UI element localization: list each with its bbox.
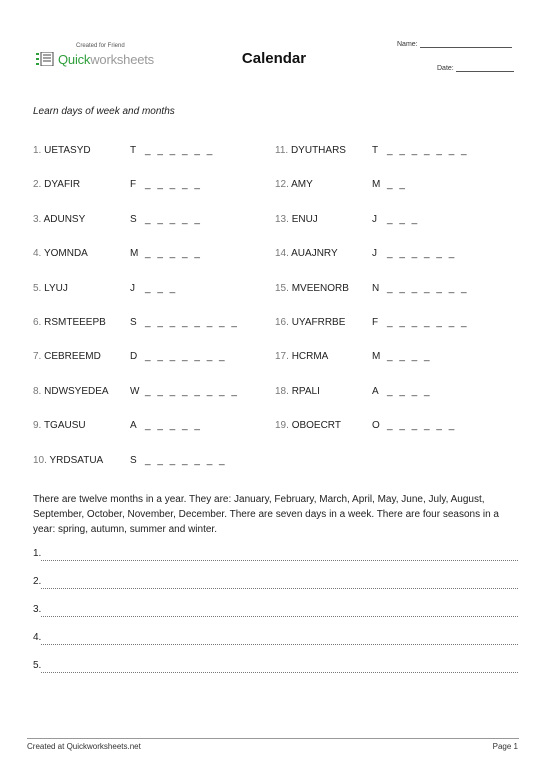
dotted-writing-line[interactable] [41,644,518,645]
scrambled-word: ENUJ [291,214,318,225]
scrambled-word: TGAUSU [43,420,86,431]
footer-credit: Created at Quickworksheets.net [27,742,141,751]
answer-blanks[interactable]: _ _ _ _ _ _ _ [387,283,467,294]
first-letter-hint: N [372,283,380,294]
item-number: 3. [33,214,42,225]
page-title: Calendar [241,50,307,67]
answer-blanks[interactable]: _ _ _ _ _ [145,248,200,259]
scrambled-word: CEBREEMD [44,351,101,362]
logo-created-for: Created for Friend [76,43,125,49]
scrambled-word: AMY [291,179,313,190]
footer-divider [27,738,519,739]
first-letter-hint: J [372,248,377,259]
first-letter-hint: F [372,317,379,328]
answer-blanks[interactable]: _ _ _ _ _ _ [387,248,455,259]
dotted-writing-line[interactable] [41,560,518,561]
item-number: 10. [33,455,47,466]
scrambled-word: UETASYD [44,145,91,156]
instructions: Learn days of week and months [33,106,175,117]
first-letter-hint: J [130,283,135,294]
answer-blanks[interactable]: _ _ [387,179,405,190]
scrambled-word: UYAFRRBE [291,317,346,328]
word-item [33,350,225,364]
first-letter-hint: M [372,351,381,362]
answer-blanks[interactable]: _ _ _ _ _ _ _ _ [145,317,237,328]
answer-line[interactable] [33,631,518,645]
item-number: 18. [275,386,289,397]
word-item [275,385,430,399]
answer-line[interactable] [33,603,518,617]
item-number: 12. [275,179,289,190]
item-number: 8. [33,386,42,397]
answer-blanks[interactable]: _ _ _ _ _ _ [387,420,455,431]
date-label: Date: [437,65,454,72]
name-line[interactable] [420,40,512,48]
scrambled-word: DYAFIR [44,179,81,190]
first-letter-hint: A [130,420,137,431]
word-item [275,350,430,364]
word-item [33,144,213,158]
first-letter-hint: M [372,179,381,190]
word-item [275,144,467,158]
item-number: 6. [33,317,42,328]
dotted-writing-line[interactable] [41,588,518,589]
item-number: 14. [275,248,289,259]
answer-blanks[interactable]: _ _ _ _ _ _ _ [145,351,225,362]
date-line[interactable] [456,64,514,72]
item-number: 5. [33,283,42,294]
answer-blanks[interactable]: _ _ _ _ _ _ _ [387,145,467,156]
answer-line-number: 1. [33,548,42,559]
item-number: 17. [275,351,289,362]
answer-blanks[interactable]: _ _ _ [145,283,176,294]
first-letter-hint: A [372,386,379,397]
answer-blanks[interactable]: _ _ _ [387,214,418,225]
scrambled-word: LYUJ [44,283,68,294]
answer-blanks[interactable]: _ _ _ _ _ _ [145,145,213,156]
answer-line[interactable] [33,659,518,673]
scrambled-word: NDWSYEDEA [44,386,109,397]
word-item [275,419,455,433]
scrambled-word: HCRMA [291,351,329,362]
logo-brand-quick: Quick [58,52,91,67]
word-item [275,316,467,330]
item-number: 11. [275,145,289,156]
item-number: 1. [33,145,42,156]
first-letter-hint: J [372,214,377,225]
first-letter-hint: S [130,455,137,466]
scrambled-word: OBOECRT [291,420,341,431]
answer-line-number: 4. [33,632,42,643]
word-item [33,178,200,192]
answer-blanks[interactable]: _ _ _ _ [387,351,430,362]
page-number: Page 1 [492,742,518,751]
answer-blanks[interactable]: _ _ _ _ _ _ _ _ [145,386,237,397]
first-letter-hint: O [372,420,380,431]
answer-blanks[interactable]: _ _ _ _ _ _ _ [387,317,467,328]
answer-line[interactable] [33,547,518,561]
item-number: 2. [33,179,42,190]
date-field[interactable] [437,64,514,72]
word-item [275,213,418,227]
first-letter-hint: S [130,317,137,328]
first-letter-hint: W [130,386,140,397]
reading-paragraph: There are twelve months in a year. They are: January, February, March, April, May, June, July, August, September, October, November, December. There are seven days in a week. There are four seasons in a year: spring, autumn, summer and winter. [33,494,499,535]
answer-blanks[interactable]: _ _ _ _ _ [145,179,200,190]
word-item [275,178,405,192]
first-letter-hint: T [372,145,379,156]
answer-blanks[interactable]: _ _ _ _ _ _ _ [145,455,225,466]
answer-line-number: 2. [33,576,42,587]
first-letter-hint: F [130,179,137,190]
item-number: 13. [275,214,289,225]
name-label: Name: [397,41,418,48]
scrambled-word: DYUTHARS [290,145,346,156]
scrambled-word: YRDSATUA [49,455,104,466]
scrambled-word: RSMTEEEPB [44,317,106,328]
scrambled-word: ADUNSY [43,214,86,225]
name-field[interactable] [397,40,512,48]
answer-blanks[interactable]: _ _ _ _ _ [145,420,200,431]
first-letter-hint: S [130,214,137,225]
scrambled-word: MVEENORB [291,283,349,294]
word-item [275,247,455,261]
word-item [33,282,176,296]
answer-line-number: 5. [33,660,42,671]
item-number: 19. [275,420,289,431]
item-number: 7. [33,351,42,362]
dotted-writing-line[interactable] [41,672,518,673]
answer-blanks[interactable]: _ _ _ _ [387,386,430,397]
answer-line-number: 3. [33,604,42,615]
item-number: 16. [275,317,289,328]
item-number: 15. [275,283,289,294]
scrambled-word: AUAJNRY [291,248,338,259]
dotted-writing-line[interactable] [41,616,518,617]
first-letter-hint: D [130,351,138,362]
first-letter-hint: M [130,248,139,259]
scrambled-word: RPALI [291,386,320,397]
first-letter-hint: T [130,145,137,156]
word-item [275,282,467,296]
item-number: 4. [33,248,42,259]
word-item [33,385,237,399]
word-item [33,419,200,433]
answer-blanks[interactable]: _ _ _ _ _ [145,214,200,225]
word-item [33,454,225,468]
word-item [33,213,200,227]
scrambled-word: YOMNDA [43,248,88,259]
logo-brand-worksheets: worksheets [90,52,154,67]
word-item [33,316,237,330]
item-number: 9. [33,420,42,431]
answer-line[interactable] [33,575,518,589]
word-item [33,247,200,261]
